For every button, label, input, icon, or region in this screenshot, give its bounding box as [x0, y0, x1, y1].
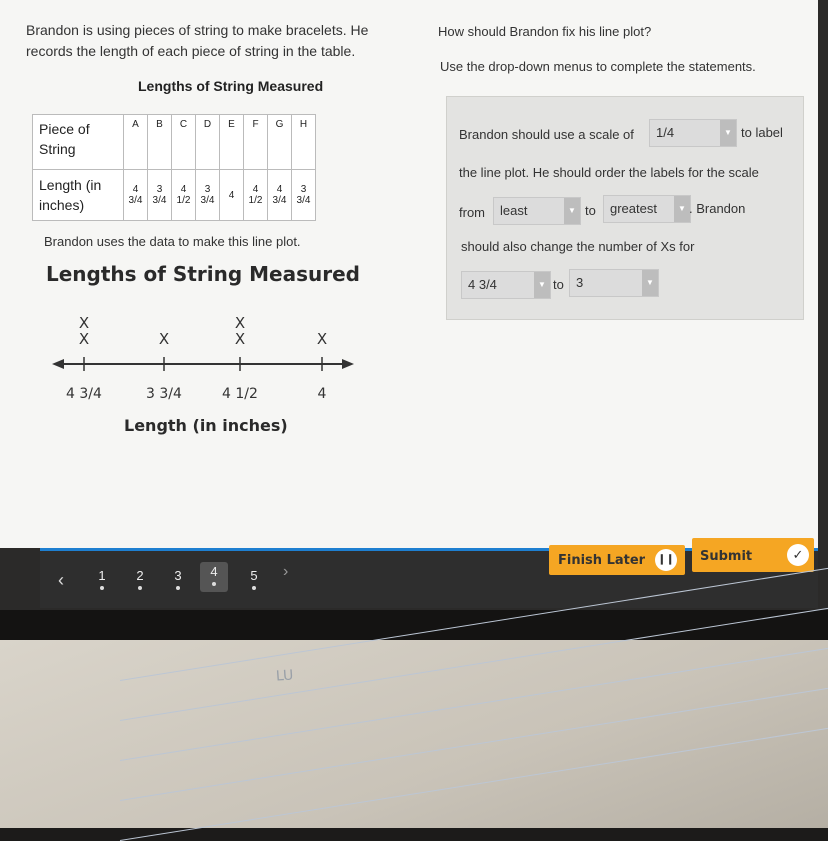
handwriting: LU — [275, 667, 294, 685]
notebook-paper — [0, 640, 828, 828]
table-row-header-piece: Piece of String — [33, 115, 124, 170]
chevron-down-icon: ▼ — [564, 198, 580, 224]
finish-later-label: Finish Later — [558, 553, 646, 568]
answered-dot — [138, 586, 142, 590]
table-cell-length: 4 3/4 — [124, 170, 148, 221]
question-prompt: How should Brandon fix his line plot? — [438, 24, 652, 39]
table-cell-length: 4 3/4 — [268, 170, 292, 221]
answer-panel — [446, 96, 804, 320]
line-plot-tick-label: 4 — [317, 386, 327, 402]
table-cell-piece: B — [148, 115, 172, 170]
scale-dropdown[interactable] — [649, 119, 737, 147]
table-row-header-length: Length (in inches) — [33, 170, 124, 221]
line-plot — [40, 306, 370, 414]
order-from-dropdown[interactable] — [493, 197, 581, 225]
question-instructions: Use the drop-down menus to complete the statements. — [440, 59, 756, 74]
axis-arrow-left — [52, 359, 64, 369]
table-title: Lengths of String Measured — [138, 78, 324, 94]
xs-for-dropdown-value: 4 3/4 — [468, 277, 497, 292]
table-cell-piece: E — [220, 115, 244, 170]
chevron-down-icon: ▼ — [534, 272, 550, 298]
table-cell-length: 4 1/2 — [244, 170, 268, 221]
page-button-1[interactable] — [88, 566, 116, 594]
line-plot-tick-label: 3 3/4 — [146, 386, 182, 402]
table-cell-piece: D — [196, 115, 220, 170]
table-cell-piece: F — [244, 115, 268, 170]
page-button-2[interactable] — [126, 566, 154, 594]
line-plot-tick-label: 4 1/2 — [222, 386, 258, 402]
statement-text: Brandon should use a scale of — [459, 127, 634, 142]
table-cell-length: 3 3/4 — [148, 170, 172, 221]
line-plot-x-mark: X — [316, 330, 328, 348]
next-page-icon[interactable]: › — [283, 563, 289, 580]
statement-text: from — [459, 205, 485, 220]
line-plot-title: Lengths of String Measured — [46, 262, 360, 286]
page-number: 3 — [174, 568, 182, 583]
pause-icon: ❙❙ — [655, 549, 677, 571]
page-number: 4 — [210, 564, 218, 579]
table-cell-length: 3 3/4 — [292, 170, 316, 221]
line-plot-intro: Brandon uses the data to make this line plot. — [44, 234, 301, 249]
page-number: 2 — [136, 568, 144, 583]
submit-label: Submit — [700, 549, 753, 564]
table-cell-piece: C — [172, 115, 196, 170]
chevron-down-icon: ▼ — [642, 270, 658, 296]
answered-dot — [100, 586, 104, 590]
string-lengths-table — [32, 114, 316, 221]
table-cell-length: 4 — [220, 170, 244, 221]
line-plot-x-label: Length (in inches) — [124, 416, 288, 435]
table-cell-piece: A — [124, 115, 148, 170]
table-cell-length: 4 1/2 — [172, 170, 196, 221]
statement-text: to — [553, 277, 564, 292]
chevron-down-icon: ▼ — [720, 120, 736, 146]
page-button-3[interactable] — [164, 566, 192, 594]
statement-text: the line plot. He should order the labels for the scale — [459, 165, 759, 180]
table-cell-length: 3 3/4 — [196, 170, 220, 221]
xs-count-dropdown[interactable] — [569, 269, 659, 297]
line-plot-x-mark: X — [78, 314, 90, 332]
page-number: 1 — [98, 568, 106, 583]
page-button-5[interactable] — [240, 566, 268, 594]
table-cell-piece: H — [292, 115, 316, 170]
chevron-down-icon: ▼ — [674, 196, 690, 222]
order-to-dropdown-value: greatest — [610, 201, 657, 216]
table-cell-piece: G — [268, 115, 292, 170]
line-plot-tick-label: 4 3/4 — [66, 386, 102, 402]
line-plot-x-mark: X — [158, 330, 170, 348]
page-number: 5 — [250, 568, 258, 583]
statement-text: . Brandon — [689, 201, 746, 216]
previous-page-icon[interactable]: ‹ — [58, 570, 64, 590]
order-to-dropdown[interactable] — [603, 195, 691, 223]
order-from-dropdown-value: least — [500, 203, 528, 218]
line-plot-x-mark: X — [234, 330, 246, 348]
check-icon: ✓ — [787, 544, 809, 566]
xs-count-dropdown-value: 3 — [576, 275, 584, 290]
line-plot-x-mark: X — [78, 330, 90, 348]
xs-for-dropdown[interactable] — [461, 271, 551, 299]
statement-text: to — [585, 203, 596, 218]
statement-text: should also change the number of Xs for — [461, 239, 695, 254]
answered-dot — [252, 586, 256, 590]
line-plot-x-mark: X — [234, 314, 246, 332]
answered-dot — [212, 582, 216, 586]
answered-dot — [176, 586, 180, 590]
statement-text: to label — [741, 125, 783, 140]
question-intro: Brandon is using pieces of string to make bracelets. He records the length of each piece of string in the table. — [26, 22, 369, 59]
axis-arrow-right — [342, 359, 354, 369]
finish-later-button[interactable] — [549, 545, 685, 575]
page-button-4[interactable] — [200, 562, 228, 592]
submit-button[interactable] — [692, 538, 814, 572]
scale-dropdown-value: 1/4 — [656, 125, 675, 140]
